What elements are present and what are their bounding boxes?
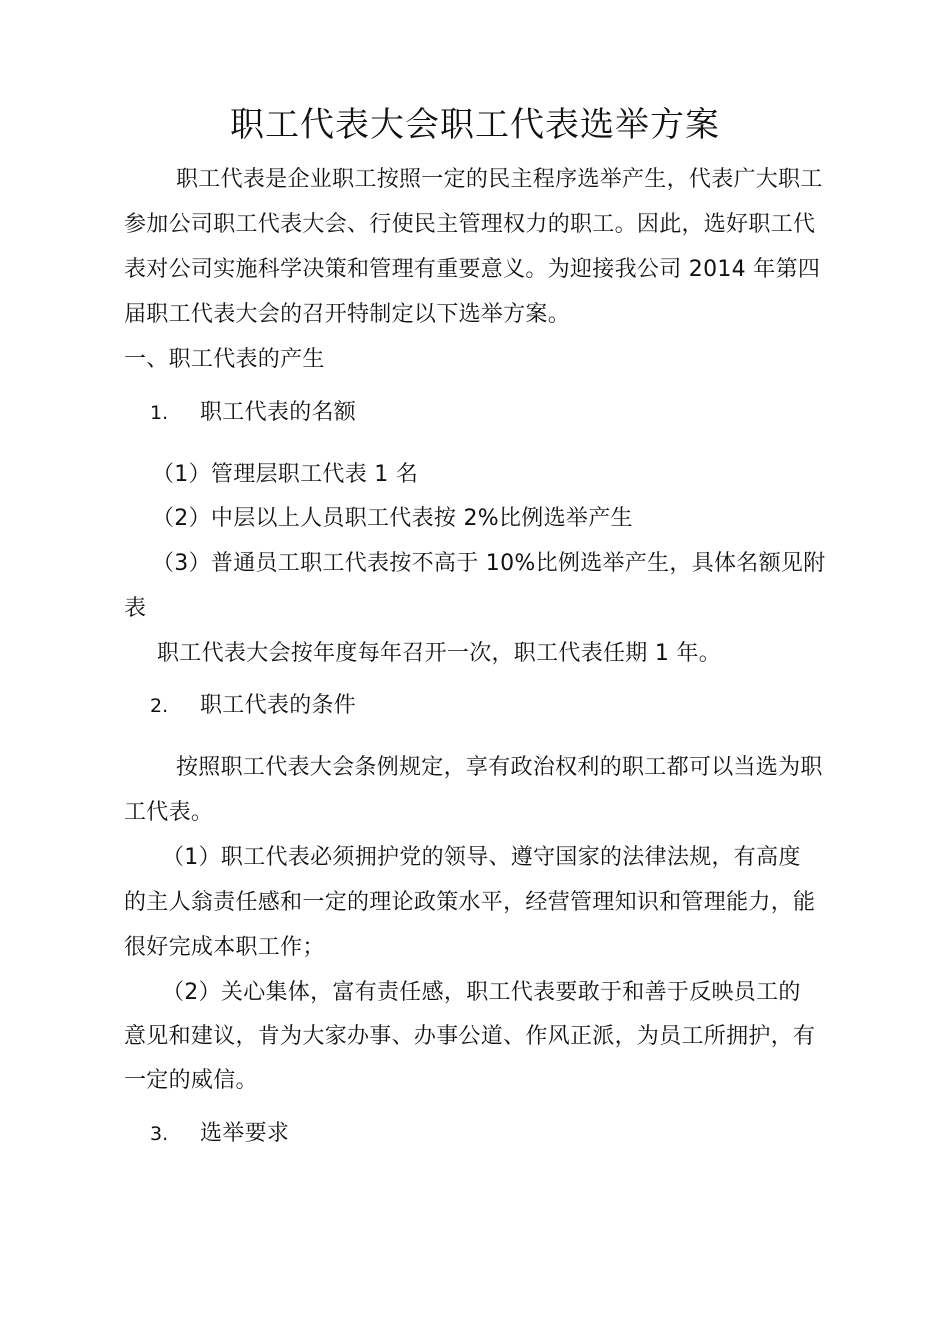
intro-line-3: 表对公司实施科学决策和管理有重要意义。为迎接我公司 2014 年第四 <box>124 257 821 282</box>
condition-line-2: 工代表。 <box>124 800 214 825</box>
quota-line-3: （3）普通员工职工代表按不高于 10%比例选举产生，具体名额见附 <box>152 551 826 576</box>
intro-line-1: 职工代表是企业职工按照一定的民主程序选举产生，代表广大职工 <box>176 167 823 192</box>
condition-line-4: 的主人翁责任感和一定的理论政策水平，经营管理知识和管理能力，能 <box>124 890 816 915</box>
item-2-label: 职工代表的条件 <box>200 693 357 718</box>
item-2-number: 2. <box>150 695 169 717</box>
document-title: 职工代表大会职工代表选举方案 <box>230 105 720 145</box>
intro-line-4: 届职工代表大会的召开特制定以下选举方案。 <box>124 302 571 327</box>
section-1-heading: 一、职工代表的产生 <box>124 347 325 372</box>
condition-line-3: （1）职工代表必须拥护党的领导、遵守国家的法律法规，有高度 <box>162 845 801 870</box>
condition-line-6: （2）关心集体，富有责任感，职工代表要敢于和善于反映员工的 <box>162 980 801 1005</box>
term-line: 职工代表大会按年度每年召开一次，职工代表任期 1 年。 <box>157 641 722 666</box>
condition-line-1: 按照职工代表大会条例规定，享有政治权利的职工都可以当选为职 <box>176 755 823 780</box>
item-3-label: 选举要求 <box>200 1121 290 1146</box>
item-1-label: 职工代表的名额 <box>200 400 357 425</box>
intro-line-2: 参加公司职工代表大会、行使民主管理权力的职工。因此，选好职工代 <box>124 212 816 237</box>
condition-line-7: 意见和建议，肯为大家办事、办事公道、作风正派，为员工所拥护，有 <box>124 1024 816 1049</box>
item-3-number: 3. <box>150 1123 169 1145</box>
condition-line-8: 一定的威信。 <box>124 1068 258 1093</box>
quota-line-4: 表 <box>124 596 147 621</box>
item-1-number: 1. <box>150 402 169 424</box>
condition-line-5: 很好完成本职工作； <box>124 935 325 960</box>
quota-line-1: （1）管理层职工代表 1 名 <box>152 462 419 487</box>
quota-line-2: （2）中层以上人员职工代表按 2%比例选举产生 <box>152 506 633 531</box>
